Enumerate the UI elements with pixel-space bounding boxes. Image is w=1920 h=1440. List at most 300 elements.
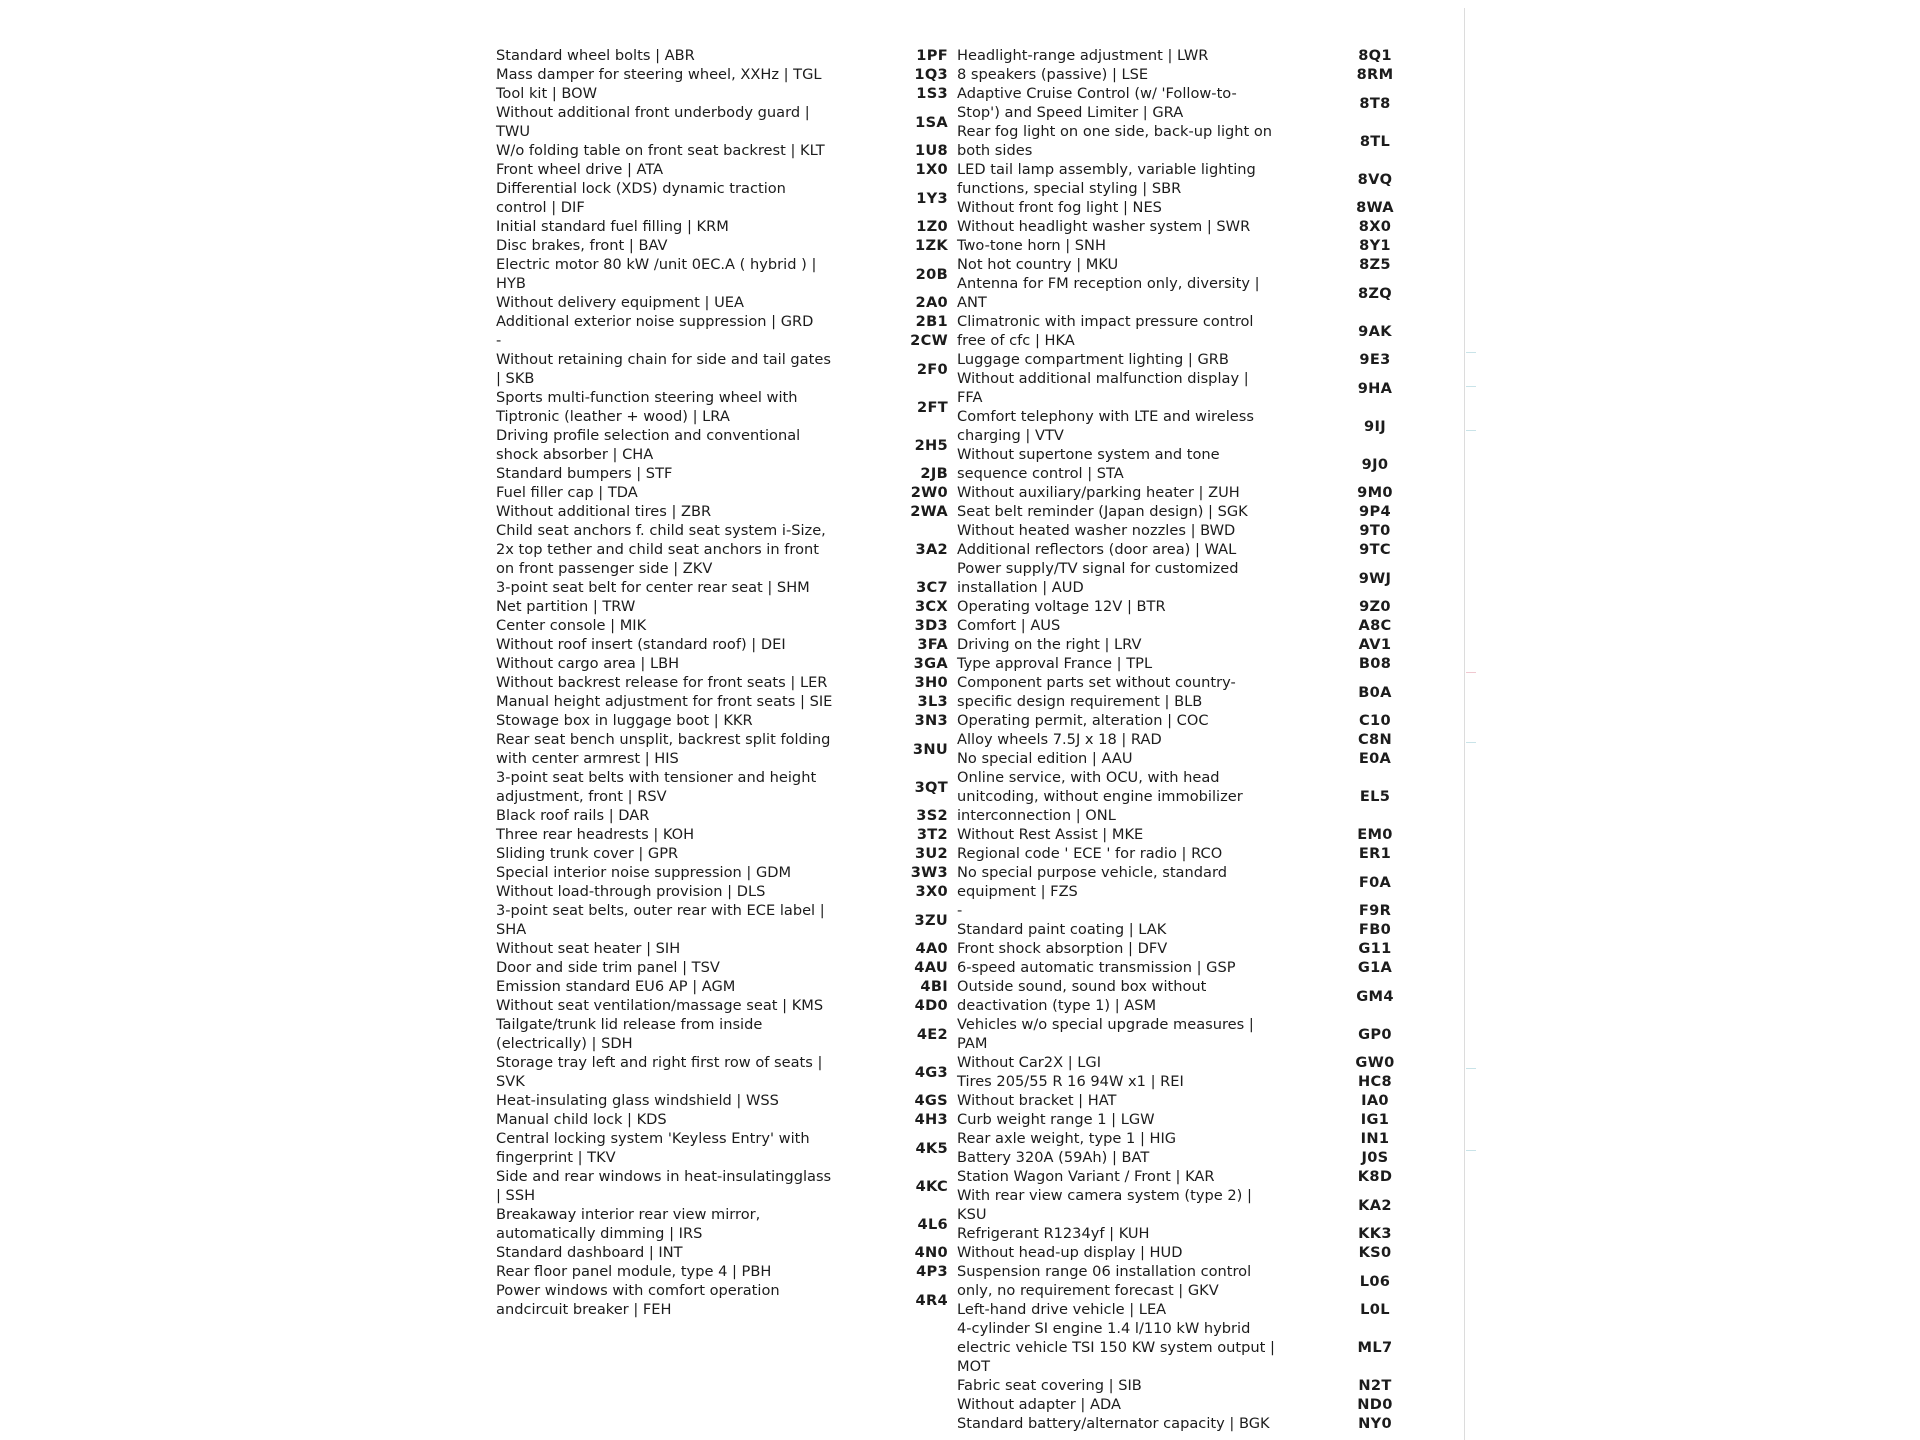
option-row bbox=[496, 901, 948, 939]
option-description: Breakaway interior rear view mirror, automatically dimming | IRS bbox=[496, 1206, 761, 1242]
option-row bbox=[957, 958, 1401, 977]
option-code: 3W3 bbox=[910, 864, 948, 881]
option-code: 9T0 bbox=[1359, 522, 1391, 539]
option-description: Tires 205/55 R 16 94W x1 | REI bbox=[957, 1073, 1184, 1090]
option-row bbox=[496, 958, 948, 977]
option-row bbox=[957, 1186, 1401, 1224]
option-code: 2JB bbox=[920, 465, 948, 482]
option-row bbox=[496, 1053, 948, 1091]
option-row bbox=[496, 1015, 948, 1053]
option-code: 9P4 bbox=[1359, 503, 1391, 520]
option-row bbox=[496, 426, 948, 464]
option-description: Climatronic with impact pressure control free of cfc | HKA bbox=[957, 313, 1254, 349]
option-code: 1Q3 bbox=[914, 66, 948, 83]
option-row bbox=[957, 502, 1401, 521]
option-description: Comfort telephony with LTE and wireless charging | VTV bbox=[957, 408, 1254, 444]
option-description: Fuel filler cap | TDA bbox=[496, 484, 638, 501]
option-row bbox=[496, 635, 948, 654]
option-code: 2F0 bbox=[916, 360, 948, 378]
option-code: ER1 bbox=[1358, 845, 1392, 862]
option-code: 4G3 bbox=[914, 1063, 948, 1081]
option-row bbox=[957, 920, 1401, 939]
option-description: Storage tray left and right first row of seats | SVK bbox=[496, 1054, 823, 1090]
option-description: Battery 320A (59Ah) | BAT bbox=[957, 1149, 1150, 1166]
option-code: 2WA bbox=[910, 503, 948, 520]
option-code: KK3 bbox=[1358, 1225, 1392, 1242]
option-description: Without roof insert (standard roof) | DEI bbox=[496, 636, 786, 653]
option-code: 8Z5 bbox=[1359, 256, 1391, 273]
option-description: No special purpose vehicle, standard equipment | FZS bbox=[957, 864, 1227, 900]
option-code: 2W0 bbox=[910, 484, 948, 501]
option-description: W/o folding table on front seat backrest | KLT bbox=[496, 142, 825, 159]
option-description: Standard dashboard | INT bbox=[496, 1244, 683, 1261]
option-row bbox=[496, 217, 948, 236]
option-code: B0A bbox=[1358, 683, 1392, 701]
option-code: 1ZK bbox=[915, 237, 948, 254]
scan-mark bbox=[1466, 742, 1476, 743]
option-description: Door and side trim panel | TSV bbox=[496, 959, 720, 976]
option-code: B08 bbox=[1358, 655, 1392, 672]
option-code: 8WA bbox=[1356, 199, 1394, 216]
option-code: GM4 bbox=[1356, 987, 1394, 1005]
option-code: 9AK bbox=[1358, 322, 1392, 340]
option-row bbox=[496, 711, 948, 730]
option-row bbox=[496, 1091, 948, 1110]
option-code: F0A bbox=[1358, 873, 1392, 891]
option-description: Initial standard fuel filling | KRM bbox=[496, 218, 729, 235]
option-description: Component parts set without country-specific design requirement | BLB bbox=[957, 674, 1236, 710]
option-code: 3ZU bbox=[914, 911, 948, 929]
option-description: Without auxiliary/parking heater | ZUH bbox=[957, 484, 1240, 501]
option-description: Heat-insulating glass windshield | WSS bbox=[496, 1092, 779, 1109]
option-code: 8T8 bbox=[1359, 94, 1391, 112]
option-row bbox=[957, 635, 1401, 654]
option-description: Rear axle weight, type 1 | HIG bbox=[957, 1130, 1177, 1147]
option-row bbox=[957, 654, 1401, 673]
option-code: 1U8 bbox=[914, 142, 948, 159]
option-row bbox=[957, 274, 1401, 312]
option-code: 4GS bbox=[914, 1092, 948, 1109]
option-description: Standard wheel bolts | ABR bbox=[496, 47, 695, 64]
option-row bbox=[496, 977, 948, 996]
option-description: Power supply/TV signal for customized installation | AUD bbox=[957, 560, 1239, 596]
option-description: Station Wagon Variant / Front | KAR bbox=[957, 1168, 1215, 1185]
option-row bbox=[496, 1281, 948, 1319]
option-description: Not hot country | MKU bbox=[957, 256, 1119, 273]
option-description: Manual height adjustment for front seats | SIE bbox=[496, 693, 833, 710]
option-row bbox=[496, 825, 948, 844]
option-row bbox=[496, 654, 948, 673]
option-row bbox=[496, 255, 948, 293]
option-description: Without supertone system and tone sequence control | STA bbox=[957, 446, 1220, 482]
option-row bbox=[957, 350, 1401, 369]
option-description: Electric motor 80 kW /unit 0EC.A ( hybrid ) | HYB bbox=[496, 256, 817, 292]
option-description: Rear floor panel module, type 4 | PBH bbox=[496, 1263, 772, 1280]
option-row bbox=[496, 236, 948, 255]
option-code: 8TL bbox=[1359, 132, 1391, 150]
option-row bbox=[957, 1148, 1401, 1167]
option-row bbox=[496, 1110, 948, 1129]
option-description: Operating permit, alteration | COC bbox=[957, 712, 1209, 729]
option-code: 9M0 bbox=[1357, 484, 1393, 501]
option-description: Adaptive Cruise Control (w/ 'Follow-to-Stop') and Speed Limiter | GRA bbox=[957, 85, 1237, 121]
option-code: 3FA bbox=[917, 636, 948, 653]
option-code: E0A bbox=[1358, 750, 1392, 767]
option-row bbox=[496, 692, 948, 711]
option-code: 1Z0 bbox=[916, 218, 948, 235]
option-code: HC8 bbox=[1358, 1073, 1392, 1090]
option-row bbox=[957, 597, 1401, 616]
option-row bbox=[496, 806, 948, 825]
scan-mark bbox=[1466, 430, 1476, 431]
option-description: - bbox=[496, 332, 502, 349]
option-description: Driving on the right | LRV bbox=[957, 636, 1142, 653]
option-description: Two-tone horn | SNH bbox=[957, 237, 1106, 254]
option-row bbox=[496, 1167, 948, 1205]
option-row bbox=[957, 1072, 1401, 1091]
option-description: Net partition | TRW bbox=[496, 598, 636, 615]
option-description: With rear view camera system (type 2) | KSU bbox=[957, 1187, 1252, 1223]
option-row bbox=[496, 483, 948, 502]
option-row bbox=[957, 445, 1401, 483]
option-code: IA0 bbox=[1361, 1092, 1389, 1109]
option-code: 3A2 bbox=[915, 541, 948, 558]
option-description: Without head-up display | HUD bbox=[957, 1244, 1183, 1261]
option-code: NY0 bbox=[1358, 1415, 1392, 1432]
option-description: Without retaining chain for side and tail gates | SKB bbox=[496, 351, 831, 387]
option-code: 4K5 bbox=[915, 1139, 948, 1157]
option-description: Without adapter | ADA bbox=[957, 1396, 1121, 1413]
option-code: 8RM bbox=[1356, 66, 1394, 83]
option-code: 9WJ bbox=[1358, 569, 1392, 587]
option-row bbox=[957, 1300, 1401, 1319]
option-row bbox=[957, 46, 1401, 65]
option-row bbox=[496, 1205, 948, 1243]
option-description: 4-cylinder SI engine 1.4 l/110 kW hybrid electric vehicle TSI 150 KW system output | MOT bbox=[957, 1320, 1275, 1375]
option-row bbox=[957, 1129, 1401, 1148]
option-row bbox=[957, 749, 1401, 768]
option-code: 3C7 bbox=[916, 579, 948, 596]
option-description: 3-point seat belts, outer rear with ECE label | SHA bbox=[496, 902, 825, 938]
option-description: 6-speed automatic transmission | GSP bbox=[957, 959, 1236, 976]
option-row bbox=[496, 616, 948, 635]
option-row bbox=[496, 84, 948, 103]
scan-mark bbox=[1466, 672, 1476, 673]
option-description: Antenna for FM reception only, diversity | ANT bbox=[957, 275, 1260, 311]
option-code: 20B bbox=[915, 265, 948, 283]
option-description: Without additional malfunction display | FFA bbox=[957, 370, 1249, 406]
option-description: Tailgate/trunk lid release from inside (electrically) | SDH bbox=[496, 1016, 763, 1052]
option-description: Tool kit | BOW bbox=[496, 85, 598, 102]
option-code: 3N3 bbox=[914, 712, 948, 729]
option-code: 4D0 bbox=[914, 997, 948, 1014]
option-code: 8Y1 bbox=[1359, 237, 1391, 254]
option-description: Power windows with comfort operation andcircuit breaker | FEH bbox=[496, 1282, 780, 1318]
option-row bbox=[957, 407, 1401, 445]
option-row bbox=[496, 673, 948, 692]
option-code: 9IJ bbox=[1364, 417, 1386, 435]
option-row bbox=[957, 939, 1401, 958]
option-row bbox=[496, 996, 948, 1015]
option-row bbox=[957, 901, 1401, 920]
option-code: 1PF bbox=[916, 47, 948, 64]
option-code: 1SA bbox=[915, 113, 948, 131]
option-description: Type approval France | TPL bbox=[957, 655, 1153, 672]
option-description: Rear seat bench unsplit, backrest split folding with center armrest | HIS bbox=[496, 731, 831, 767]
option-code: 8X0 bbox=[1358, 218, 1392, 235]
option-row bbox=[496, 1262, 948, 1281]
option-description: Driving profile selection and conventional shock absorber | CHA bbox=[496, 427, 801, 463]
option-code: G1A bbox=[1357, 959, 1393, 976]
option-code: 1X0 bbox=[915, 161, 948, 178]
option-code: 9J0 bbox=[1361, 455, 1389, 473]
option-row bbox=[957, 768, 1401, 825]
option-row bbox=[496, 863, 948, 882]
option-row bbox=[957, 540, 1401, 559]
option-row bbox=[957, 483, 1401, 502]
option-code: 9Z0 bbox=[1359, 598, 1391, 615]
option-code: 2A0 bbox=[915, 294, 948, 311]
option-row bbox=[957, 1091, 1401, 1110]
option-code: KA2 bbox=[1358, 1196, 1392, 1214]
option-row bbox=[957, 844, 1401, 863]
option-row bbox=[957, 198, 1401, 217]
option-row bbox=[496, 578, 948, 597]
option-code: AV1 bbox=[1358, 636, 1392, 653]
option-description: Regional code ' ECE ' for radio | RCO bbox=[957, 845, 1223, 862]
option-description: Sliding trunk cover | GPR bbox=[496, 845, 679, 862]
option-description: Online service, with OCU, with head unitcoding, without engine immobilizer interconnection | ONL bbox=[957, 769, 1243, 824]
option-row bbox=[496, 882, 948, 901]
option-description: Rear fog light on one side, back-up light on both sides bbox=[957, 123, 1273, 159]
option-row bbox=[496, 331, 948, 350]
option-code: 3H0 bbox=[914, 674, 948, 691]
option-code: 3GA bbox=[913, 655, 948, 672]
option-code: 3NU bbox=[912, 740, 948, 758]
option-code: C8N bbox=[1358, 731, 1392, 748]
option-description: Refrigerant R1234yf | KUH bbox=[957, 1225, 1150, 1242]
option-description: Without load-through provision | DLS bbox=[496, 883, 766, 900]
option-description: Three rear headrests | KOH bbox=[496, 826, 695, 843]
option-code: G11 bbox=[1358, 940, 1392, 957]
option-code: 3CX bbox=[914, 598, 948, 615]
option-description: Headlight-range adjustment | LWR bbox=[957, 47, 1209, 64]
option-row bbox=[496, 103, 948, 141]
option-row bbox=[496, 502, 948, 521]
option-code: 3L3 bbox=[917, 693, 948, 710]
option-description: Without Car2X | LGI bbox=[957, 1054, 1102, 1071]
option-row bbox=[496, 844, 948, 863]
option-description: Suspension range 06 installation control only, no requirement forecast | GKV bbox=[957, 1263, 1252, 1299]
option-description: Curb weight range 1 | LGW bbox=[957, 1111, 1155, 1128]
option-row bbox=[957, 84, 1401, 122]
option-code: 2FT bbox=[917, 398, 948, 416]
option-description: 8 speakers (passive) | LSE bbox=[957, 66, 1149, 83]
option-code: 3D3 bbox=[914, 617, 948, 634]
option-row bbox=[957, 1243, 1401, 1262]
option-row bbox=[957, 312, 1401, 350]
option-row bbox=[957, 369, 1401, 407]
option-description: Standard battery/alternator capacity | BGK bbox=[957, 1415, 1270, 1432]
option-description: Without additional tires | ZBR bbox=[496, 503, 712, 520]
option-description: Special interior noise suppression | GDM bbox=[496, 864, 792, 881]
option-description: Without cargo area | LBH bbox=[496, 655, 680, 672]
option-code: ND0 bbox=[1357, 1396, 1393, 1413]
option-row bbox=[957, 160, 1401, 198]
option-description: Vehicles w/o special upgrade measures | PAM bbox=[957, 1016, 1254, 1052]
option-code: N2T bbox=[1358, 1377, 1392, 1394]
option-row bbox=[957, 1224, 1401, 1243]
option-row bbox=[957, 825, 1401, 844]
option-code: ML7 bbox=[1357, 1339, 1393, 1356]
option-description: Without seat ventilation/massage seat | KMS bbox=[496, 997, 824, 1014]
option-code: 4H3 bbox=[914, 1111, 948, 1128]
option-code: 3U2 bbox=[914, 845, 948, 862]
option-description: LED tail lamp assembly, variable lighting functions, special styling | SBR bbox=[957, 161, 1256, 197]
option-row bbox=[957, 1167, 1401, 1186]
option-code: 4P3 bbox=[916, 1263, 948, 1280]
option-code: IN1 bbox=[1360, 1130, 1390, 1147]
option-description: - bbox=[957, 902, 963, 919]
option-row bbox=[957, 1053, 1401, 1072]
option-description: Without Rest Assist | MKE bbox=[957, 826, 1144, 843]
option-row bbox=[496, 1129, 948, 1167]
option-row bbox=[496, 160, 948, 179]
option-row bbox=[496, 141, 948, 160]
option-code: K8D bbox=[1357, 1168, 1393, 1185]
option-description: Mass damper for steering wheel, XXHz | TGL bbox=[496, 66, 822, 83]
option-code: 3X0 bbox=[915, 883, 948, 900]
option-description: Outside sound, sound box without deactivation (type 1) | ASM bbox=[957, 978, 1207, 1014]
option-row bbox=[957, 1015, 1401, 1053]
option-row bbox=[957, 122, 1401, 160]
option-description: Luggage compartment lighting | GRB bbox=[957, 351, 1229, 368]
scan-mark bbox=[1466, 386, 1476, 387]
option-description: Disc brakes, front | BAV bbox=[496, 237, 668, 254]
option-code: 4R4 bbox=[915, 1291, 948, 1309]
option-code: 8VQ bbox=[1357, 170, 1393, 188]
option-code: 9E3 bbox=[1359, 351, 1391, 368]
option-description: Left-hand drive vehicle | LEA bbox=[957, 1301, 1167, 1318]
scan-mark bbox=[1466, 352, 1476, 353]
option-description: No special edition | AAU bbox=[957, 750, 1133, 767]
option-row bbox=[496, 293, 948, 312]
option-code: 9TC bbox=[1359, 541, 1391, 558]
option-code: 8ZQ bbox=[1357, 284, 1393, 302]
option-row bbox=[957, 65, 1401, 84]
option-description: Sports multi-function steering wheel with Tiptronic (leather + wood) | LRA bbox=[496, 389, 798, 425]
option-row bbox=[957, 255, 1401, 274]
option-description: Child seat anchors f. child seat system i-Size, 2x top tether and child seat anchors in front on front passenger side | ZKV bbox=[496, 522, 826, 577]
option-description: Central locking system 'Keyless Entry' with fingerprint | TKV bbox=[496, 1130, 810, 1166]
option-description: Without headlight washer system | SWR bbox=[957, 218, 1251, 235]
option-code: 4E2 bbox=[916, 1025, 948, 1043]
option-description: Without backrest release for front seats | LER bbox=[496, 674, 828, 691]
option-description: Standard paint coating | LAK bbox=[957, 921, 1167, 938]
option-description: Side and rear windows in heat-insulatingglass | SSH bbox=[496, 1168, 832, 1204]
option-row bbox=[957, 1110, 1401, 1129]
option-code: KS0 bbox=[1358, 1244, 1392, 1261]
option-code: 2H5 bbox=[914, 436, 948, 454]
option-description: Comfort | AUS bbox=[957, 617, 1061, 634]
option-row bbox=[957, 1319, 1401, 1376]
option-description: Without bracket | HAT bbox=[957, 1092, 1117, 1109]
option-code: A8C bbox=[1358, 617, 1392, 634]
option-row bbox=[496, 730, 948, 768]
right-option-column bbox=[957, 46, 1401, 1433]
option-code: EM0 bbox=[1357, 826, 1393, 843]
option-description: Alloy wheels 7.5J x 18 | RAD bbox=[957, 731, 1162, 748]
option-description: Black roof rails | DAR bbox=[496, 807, 650, 824]
option-description: 3-point seat belts with tensioner and height adjustment, front | RSV bbox=[496, 769, 817, 805]
option-row bbox=[496, 46, 948, 65]
option-row bbox=[496, 521, 948, 578]
scan-mark bbox=[1466, 1068, 1476, 1069]
option-row bbox=[496, 597, 948, 616]
option-code: 3T2 bbox=[916, 826, 948, 843]
option-code: C10 bbox=[1359, 712, 1391, 729]
option-code: 4A0 bbox=[915, 940, 948, 957]
option-row bbox=[957, 1262, 1401, 1300]
option-description: Without seat heater | SIH bbox=[496, 940, 681, 957]
option-row bbox=[496, 768, 948, 806]
option-code: F9R bbox=[1358, 902, 1392, 919]
option-row bbox=[957, 977, 1401, 1015]
option-code: L06 bbox=[1359, 1272, 1391, 1290]
option-row bbox=[957, 863, 1401, 901]
option-code: 4L6 bbox=[917, 1215, 948, 1233]
option-row bbox=[957, 1376, 1401, 1395]
option-description: Differential lock (XDS) dynamic traction control | DIF bbox=[496, 180, 786, 216]
option-code: 3S2 bbox=[916, 807, 948, 824]
option-description: Center console | MIK bbox=[496, 617, 647, 634]
option-row bbox=[957, 236, 1401, 255]
option-code: 4AU bbox=[914, 959, 948, 976]
option-description: Without delivery equipment | UEA bbox=[496, 294, 744, 311]
option-row bbox=[496, 464, 948, 483]
option-code: 1S3 bbox=[916, 85, 948, 102]
option-row bbox=[957, 521, 1401, 540]
option-code: 4N0 bbox=[914, 1244, 948, 1261]
option-row bbox=[957, 730, 1401, 749]
option-description: Without front fog light | NES bbox=[957, 199, 1162, 216]
option-description: Front shock absorption | DFV bbox=[957, 940, 1168, 957]
option-description: Fabric seat covering | SIB bbox=[957, 1377, 1142, 1394]
option-row bbox=[957, 673, 1401, 711]
option-code: 4BI bbox=[920, 978, 948, 995]
option-description: Standard bumpers | STF bbox=[496, 465, 673, 482]
option-code: 2B1 bbox=[915, 313, 948, 330]
option-row bbox=[496, 1243, 948, 1262]
option-description: Stowage box in luggage boot | KKR bbox=[496, 712, 753, 729]
option-code: IG1 bbox=[1360, 1111, 1390, 1128]
option-code: 8Q1 bbox=[1358, 47, 1392, 64]
option-code: J0S bbox=[1361, 1149, 1389, 1166]
option-row bbox=[496, 179, 948, 217]
option-row bbox=[957, 217, 1401, 236]
option-row bbox=[957, 711, 1401, 730]
option-code: GP0 bbox=[1358, 1025, 1392, 1043]
option-row bbox=[496, 939, 948, 958]
option-row bbox=[957, 616, 1401, 635]
left-option-column bbox=[496, 46, 948, 1319]
option-code: 4KC bbox=[915, 1177, 948, 1195]
option-description: Operating voltage 12V | BTR bbox=[957, 598, 1166, 615]
option-code: GW0 bbox=[1355, 1054, 1395, 1071]
option-code: 9HA bbox=[1357, 379, 1393, 397]
option-row bbox=[496, 350, 948, 388]
option-description: 3-point seat belt for center rear seat | SHM bbox=[496, 579, 810, 596]
